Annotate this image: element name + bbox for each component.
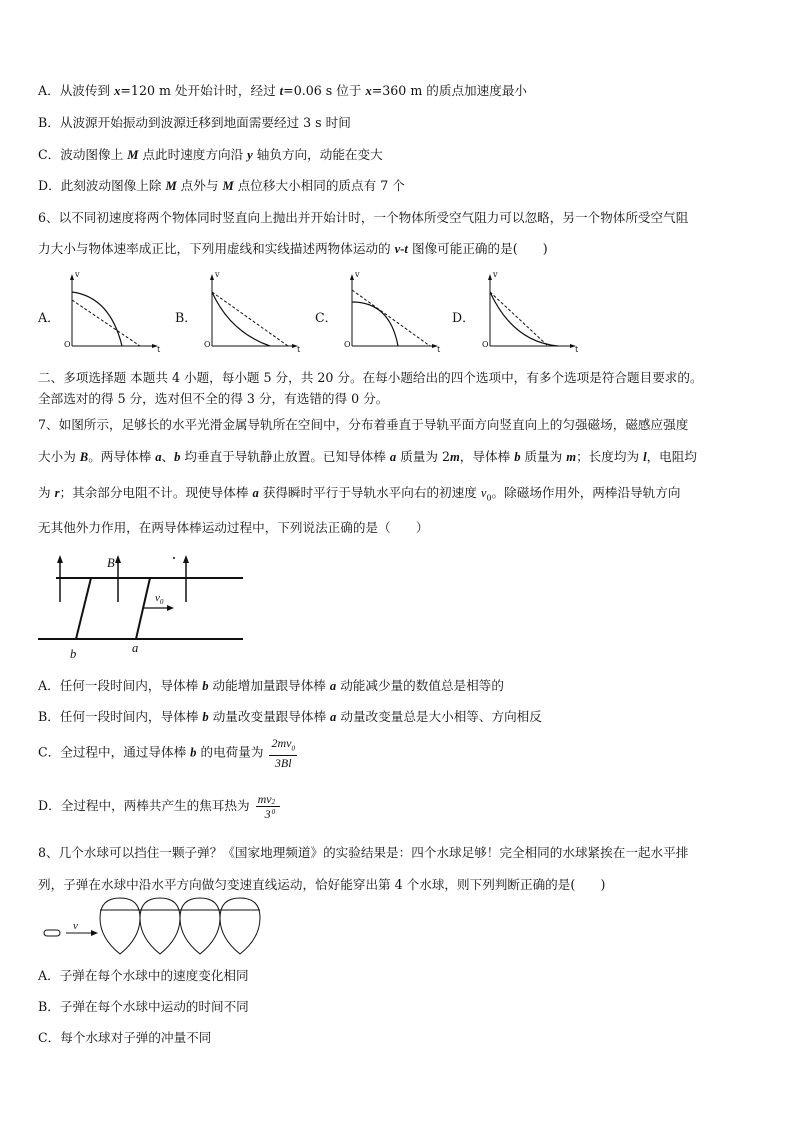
var: y (247, 148, 253, 162)
text: 动能减少量的数值总是相等的 (336, 678, 504, 693)
var: a (329, 679, 337, 693)
text: 点此时速度方向沿 (138, 147, 248, 162)
q8-water-balls-figure (40, 896, 250, 958)
q5-option-a (38, 82, 527, 100)
graph-label-c: C． (315, 310, 338, 325)
sup: 2 (271, 798, 276, 806)
text: 动量改变量跟导体棒 (208, 709, 331, 724)
var: v-t (394, 242, 408, 256)
var: a (155, 450, 162, 464)
graph-label-a: A． (38, 310, 60, 325)
q5-option-b: B．从波源开始振动到波源迁移到地面需要经过 3 s 时间 (38, 115, 351, 130)
var: B (79, 450, 89, 464)
q6-stem-line2 (38, 240, 548, 258)
var: v (480, 486, 487, 500)
denominator: 3Bl (274, 756, 292, 771)
q8-option-b: B．子弹在每个水球中运动的时间不同 (38, 999, 249, 1014)
text: 轴负方向，动能在变大 (252, 147, 383, 162)
text: 。除磁场作用外，两棒沿导轨方向 (491, 485, 681, 500)
numerator: mv (257, 792, 272, 806)
q5-option-d (38, 177, 405, 195)
q7-stem-line4: 无其他外力作用，在两导体棒运动过程中，下列说法正确的是（ ） (38, 520, 429, 535)
axis-t-c: t (437, 345, 441, 354)
var: a (252, 486, 259, 500)
fig-label-a: a (132, 641, 139, 655)
text: =360 m 的质点加速度最小 (371, 83, 528, 98)
axis-t-d: t (575, 345, 579, 354)
var: b (514, 450, 521, 464)
q8-option-c: C．每个水球对子弹的冲量不同 (38, 1030, 212, 1045)
var: a (330, 710, 337, 724)
text: 获得瞬时平行于导轨水平向右的初速度 (258, 485, 481, 500)
origin-d: O (482, 340, 489, 349)
q7-option-d (38, 788, 282, 824)
var: r (54, 486, 60, 500)
axis-v-b: v (215, 270, 220, 279)
graph-b (200, 272, 305, 352)
q7-stem-line1: 7、如图所示，足够长的水平光滑金属导轨所在空间中，分布着垂直于导轨平面方向竖直向上的匀强磁场，磁感应强度 (38, 417, 689, 432)
fig-label-B: B (107, 556, 115, 570)
sub: 0 (291, 744, 295, 753)
q7-stem-line3 (38, 484, 680, 508)
text: ；长度均为 (576, 449, 644, 464)
text: 点外与 (176, 178, 223, 193)
text: D．全过程中，两棒共产生的焦耳热为 (38, 798, 250, 813)
text: 为 (38, 485, 55, 500)
var: b (202, 710, 209, 724)
axis-t-a: t (157, 345, 161, 354)
var: t (279, 84, 284, 98)
text: 的电荷量为 (196, 744, 264, 760)
sub: 0 (486, 493, 492, 503)
text: 大小为 (38, 449, 80, 464)
graph-label-d: D． (452, 310, 475, 325)
q7-option-b (38, 708, 542, 726)
text: A．从波传到 (38, 83, 115, 98)
var: v (155, 592, 160, 604)
sub: 0 (159, 598, 164, 607)
q7-rails-figure (38, 552, 248, 656)
section2-line1: 二、多项选择题 本题共 4 小题，每小题 5 分，共 20 分。在每小题给出的四个选项中，有多个选项是符合题目要求的。 (38, 370, 703, 385)
var: x (365, 84, 372, 98)
var: b (174, 450, 181, 464)
q8-stem-line2: 列，子弹在水球中沿水平方向做匀变速直线运动，恰好能穿出第 4 个水球，则下列判断正确的是( ) (38, 877, 606, 892)
text: 均垂直于导轨静止放置。已知导体棒 (180, 449, 390, 464)
fig-label-v: v (73, 920, 78, 932)
q8-stem-line1: 8、几个水球可以挡住一颗子弹？《国家地理频道》的实验结果是：四个水球足够！完全相同的水球紧挨在一起水平排 (38, 845, 689, 860)
text: 质量为 (520, 449, 567, 464)
graph-label-b: B． (175, 310, 197, 325)
q5-option-c (38, 146, 383, 164)
text: D．此刻波动图像上除 (38, 178, 166, 193)
denominator: 3 (264, 807, 271, 821)
var: b (202, 679, 209, 693)
axis-v-a: v (75, 270, 80, 279)
text: ；其余部分电阻不计。现使导体棒 (59, 485, 253, 500)
text: ，导体棒 (459, 449, 515, 464)
text: =120 m 处开始计时，经过 (120, 83, 280, 98)
fig-label-v0 (155, 592, 163, 606)
numerator: 2mv (271, 736, 292, 750)
graph-a (60, 272, 165, 352)
var: b (190, 745, 197, 760)
text: =0.06 s 位于 (283, 83, 366, 98)
origin-b: O (204, 340, 211, 349)
text: B．任何一段时间内，导体棒 (38, 709, 203, 724)
text: 、 (161, 449, 175, 464)
q6-stem-line1: 6、以不同初速度将两个物体同时竖直向上抛出并开始计时，一个物体所受空气阻力可以忽略，另一个物体所受空气阻 (38, 210, 689, 225)
var: M (222, 179, 234, 193)
var: l (643, 450, 647, 464)
text: 。两导体棒 (88, 449, 156, 464)
text: 动能增加量跟导体棒 (208, 678, 330, 693)
text: 质量为 2 (396, 449, 450, 464)
text: 点位移大小相同的质点有 7 个 (233, 178, 405, 193)
origin-c: O (344, 340, 351, 349)
var: a (389, 450, 397, 464)
var: M (165, 179, 177, 193)
var: M (127, 148, 139, 162)
graph-d (478, 272, 583, 352)
text: C．全过程中，通过导体棒 (38, 744, 191, 760)
q7-option-c (38, 736, 299, 770)
var: x (114, 84, 121, 98)
section2-line2: 全部选对的得 5 分，选对但不全的得 3 分，有选错的得 0 分。 (38, 391, 389, 406)
q8-option-a: A．子弹在每个水球中的速度变化相同 (38, 968, 249, 983)
text: C．波动图像上 (38, 147, 128, 162)
text: 图像可能正确的是( ) (407, 241, 548, 256)
axis-v-d: v (493, 270, 498, 279)
origin-a: O (64, 340, 71, 349)
text: A．任何一段时间内，导体棒 (38, 678, 203, 693)
text: 动量改变量总是大小相等、方向相反 (336, 709, 542, 724)
var: m (450, 450, 460, 464)
fraction (256, 792, 280, 821)
sub: 0 (271, 808, 276, 816)
q7-stem-line2 (38, 448, 697, 466)
text: 力大小与物体速率成正比，下列用虚线和实线描述两物体运动的 (38, 241, 395, 256)
q7-option-a (38, 677, 504, 695)
axis-t-b: t (297, 345, 301, 354)
fraction (269, 736, 297, 770)
fig-label-b: b (70, 647, 77, 661)
axis-v-c: v (355, 270, 360, 279)
graph-c (340, 272, 445, 352)
var: m (566, 450, 577, 464)
text: ，电阻均 (646, 449, 697, 464)
